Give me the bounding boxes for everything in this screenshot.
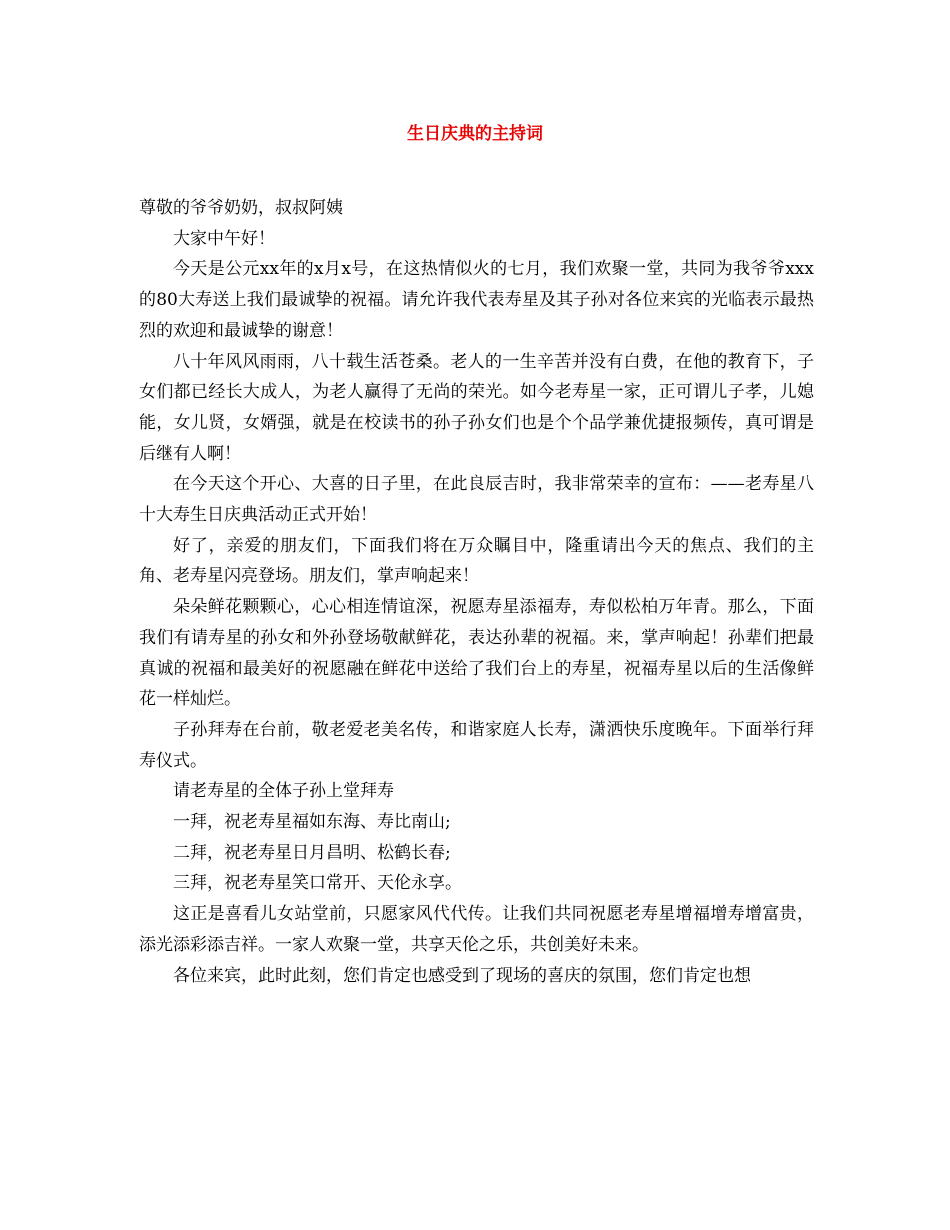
body-paragraph: 尊敬的爷爷奶奶，叔叔阿姨 bbox=[139, 198, 343, 218]
body-paragraph: 这正是喜看儿女站堂前，只愿家风代代传。让我们共同祝愿老寿星增福增寿增富贵，添光添彩添吉祥。一家人欢聚一堂，共享天伦之乐，共创美好未来。 bbox=[139, 904, 814, 955]
body-paragraph: 朵朵鲜花颗颗心，心心相连情谊深，祝愿寿星添福寿，寿似松柏万年青。那么，下面我们有请寿星的孙女和外孙登场敬献鲜花，表达孙辈的祝福。来，掌声响起！孙辈们把最真诚的祝福和最美好的祝愿融在鲜花中送给了我们台上的寿星，祝福寿星以后的生活像鲜花一样灿烂。 bbox=[139, 597, 814, 710]
body-paragraph: 二拜，祝老寿星日月昌明、松鹤长春; bbox=[173, 842, 451, 863]
document-title: 生日庆典的主持词 bbox=[407, 124, 543, 144]
body-paragraph: 在今天这个开心、大喜的日子里，在此良辰吉时，我非常荣幸的宣布：——老寿星八十大寿生日庆典活动正式开始！ bbox=[139, 474, 814, 526]
body-paragraph: 各位来宾，此时此刻，您们肯定也感受到了现场的喜庆的氛围，您们肯定也想 bbox=[173, 965, 751, 986]
body-paragraph: 请老寿星的全体子孙上堂拜寿 bbox=[173, 781, 394, 802]
body-paragraph: 大家中午好！ bbox=[173, 228, 275, 249]
body-paragraph: 一拜，祝老寿星福如东海、寿比南山; bbox=[173, 812, 451, 833]
body-paragraph: 子孙拜寿在台前，敬老爱老美名传，和谐家庭人长寿，潇洒快乐度晚年。下面举行拜寿仪式。 bbox=[139, 719, 814, 771]
body-paragraph: 八十年风风雨雨，八十载生活苍桑。老人的一生辛苦并没有白费，在他的教育下，子女们都已经长大成人，为老人赢得了无尚的荣光。如今老寿星一家，正可谓儿子孝，儿媳能，女儿贤，女婿强，就是在校读书的孙子孙女们也是个个品学兼优捷报频传，真可谓是后继有人啊！ bbox=[139, 351, 814, 464]
body-paragraph: 三拜，祝老寿星笑口常开、天伦永享。 bbox=[173, 873, 462, 894]
body-paragraph: 今天是公元xx年的x月x号，在这热情似火的七月，我们欢聚一堂，共同为我爷爷xxx的80大寿送上我们最诚挚的祝福。请允许我代表寿星及其子孙对各位来宾的光临表示最热烈的欢迎和最诚挚的谢意！ bbox=[139, 259, 814, 341]
body-paragraph: 好了，亲爱的朋友们，下面我们将在万众瞩目中，隆重请出今天的焦点、我们的主角、老寿星闪亮登场。朋友们，掌声响起来！ bbox=[139, 535, 814, 587]
document-body bbox=[139, 193, 814, 991]
